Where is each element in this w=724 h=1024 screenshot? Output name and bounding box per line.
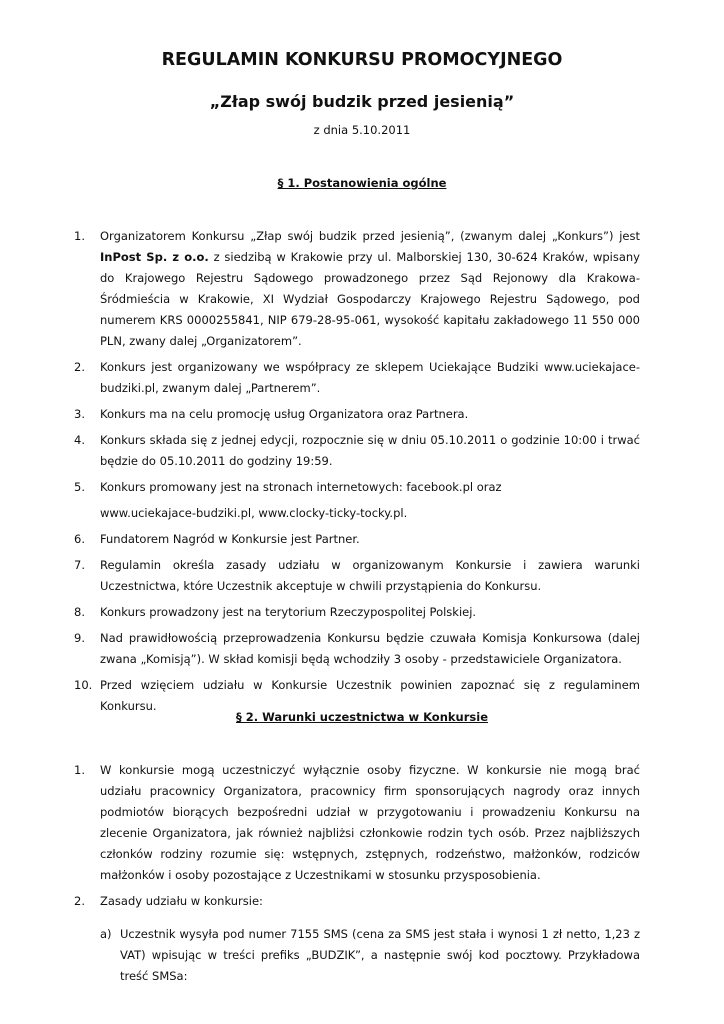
sub-item-letter: a) <box>100 926 112 941</box>
item-text: Konkurs ma na celu promocję usług Organizatora oraz Partnera. <box>100 407 469 421</box>
item-text: Fundatorem Nagród w Konkursie jest Partner. <box>100 532 360 546</box>
section-1-title: § 1. Postanowienia ogólne <box>277 176 447 190</box>
item-text: W konkursie mogą uczestniczyć wyłącznie osoby fizyczne. W konkursie nie mogą brać udziału pracownicy Organizatora, pracownicy firm sponsorujących nagrody oraz innych podmiotów biorących bezpośredni udział w przygotowaniu i prowadzeniu Konkursu na zlecenie Organizatora, jak również najbliżsi członkowie rodzin tych osób. Przez najbliższych członków rodziny rozumie się: wstępnych, zstępnych, rodzeństwo, małżonków, rodziców małżonków i osoby pozostające z Uczestnikami w stosunku przysposobienia. <box>100 763 640 882</box>
sub-list-item <box>74 924 640 987</box>
contest-name: „Złap swój budzik przed jesienią” <box>209 92 515 111</box>
item-number: 2. <box>74 894 85 908</box>
section-2-list <box>74 760 640 998</box>
section-2-title: § 2. Warunki uczestnictwa w Konkursie <box>236 710 488 724</box>
item-number: 5. <box>74 480 85 494</box>
item-text: Konkurs promowany jest na stronach internetowych: facebook.pl oraz <box>100 480 502 494</box>
company-name: InPost Sp. z o.o. <box>100 250 209 264</box>
item-number: 8. <box>74 605 85 619</box>
item-text: Nad prawidłowością przeprowadzenia Konkursu będzie czuwała Komisja Konkursowa (dalej zwana „Komisją”). W skład komisji będą wchodziły 3 osoby - przedstawiciele Organizatora. <box>100 631 640 666</box>
item-text: Konkurs składa się z jednej edycji, rozpocznie się w dniu 05.10.2011 o godzinie 10:00 i trwać będzie do 05.10.2011 do godziny 19:59. <box>100 433 640 468</box>
item-text-urls: www.uciekajace-budziki.pl, www.clocky-ticky-tocky.pl. <box>100 506 408 520</box>
list-item <box>74 477 640 524</box>
item-number: 1. <box>74 763 85 777</box>
list-item <box>74 357 640 399</box>
list-item <box>74 602 640 623</box>
list-item <box>74 628 640 670</box>
list-item <box>74 430 640 472</box>
item-number: 7. <box>74 558 85 572</box>
item-number: 9. <box>74 631 85 645</box>
item-text: Konkurs jest organizowany we współpracy ze sklepem Uciekające Budziki www.uciekajace-budziki.pl, zwanym dalej „Partnerem”. <box>100 360 640 395</box>
item-text: Organizatorem Konkursu „Złap swój budzik przed jesienią”, (zwanym dalej „Konkurs”) jest InPost Sp. z o.o. z siedzibą w Krakowie przy ul. Malborskiej 130, 30-624 Kraków, wpisany do Krajowego Rejestru Sądowego prowadzonego przez Sąd Rejonowy dla Krakowa-Śródmieścia w Krakowie, XI Wydział Gospodarczy Krajowego Rejestru Sądowego, pod numerem KRS 0000255841, NIP 679-28-95-061, wysokość kapitału zakładowego 11 550 000 PLN, zwany dalej „Organizatorem”. <box>100 229 640 348</box>
section-1-list <box>74 226 640 717</box>
item-text: Regulamin określa zasady udziału w organizowanym Konkursie i zawiera warunki Uczestnictwa, które Uczestnik akceptuje w chwili przystąpienia do Konkursu. <box>100 558 640 593</box>
document-title: REGULAMIN KONKURSU PROMOCYJNEGO <box>161 50 563 70</box>
item-number: 1. <box>74 229 85 243</box>
item-text: Przed wzięciem udziału w Konkursie Uczestnik powinien zapoznać się z regulaminem Konkursu. <box>100 678 640 713</box>
item-number: 3. <box>74 407 85 421</box>
list-item <box>74 529 640 550</box>
item-text: Konkurs prowadzony jest na terytorium Rzeczypospolitej Polskiej. <box>100 605 477 619</box>
list-item <box>74 891 640 912</box>
list-item <box>74 555 640 597</box>
item-text: Zasady udziału w konkursie: <box>100 894 263 908</box>
document-date: z dnia 5.10.2011 <box>313 123 411 137</box>
item-number: 10. <box>74 678 93 692</box>
item-number: 2. <box>74 360 85 374</box>
item-number: 4. <box>74 433 85 447</box>
list-item <box>74 760 640 886</box>
item-number: 6. <box>74 532 85 546</box>
list-item <box>74 404 640 425</box>
list-item <box>74 226 640 352</box>
sub-item-text: Uczestnik wysyła pod numer 7155 SMS (cena za SMS jest stała i wynosi 1 zł netto, 1,23 z VAT) wpisując w treści prefiks „BUDZIK”, a następnie swój kod pocztowy. Przykładowa treść SMSa: <box>120 926 640 983</box>
